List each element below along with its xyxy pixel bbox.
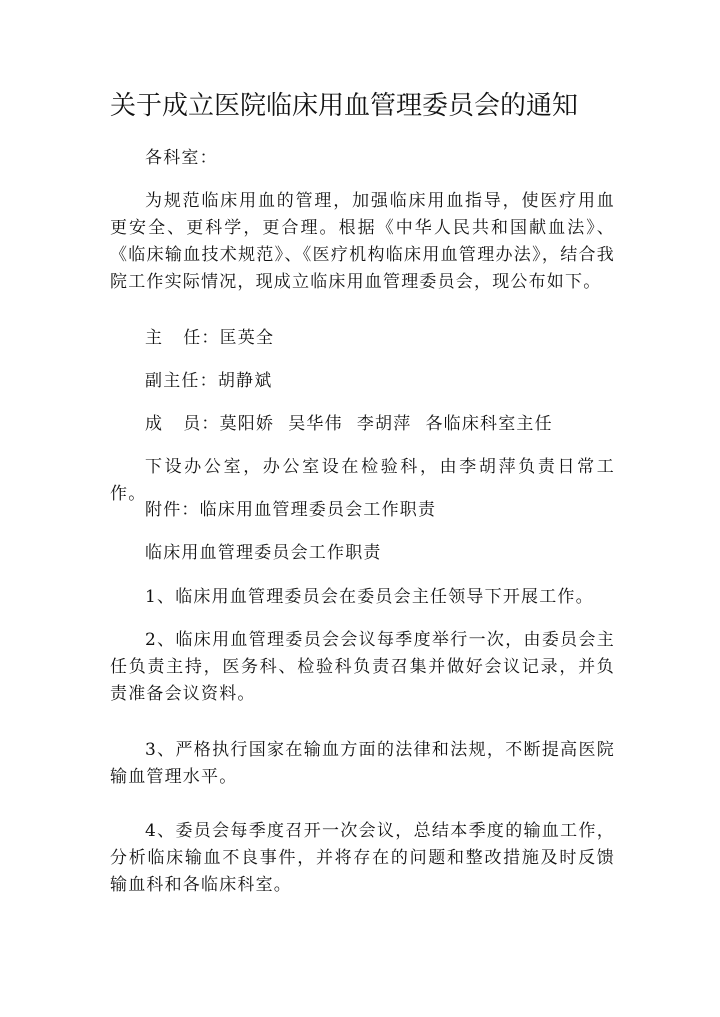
deputy-name: 胡静斌 (217, 371, 273, 391)
duties-title: 临床用血管理委员会工作职责 (145, 543, 382, 563)
duty-item-2: 2、临床用血管理委员会会议每季度举行一次，由委员会主任负责主持，医务科、检验科负责召集并做好会议记录，并负责准备会议资料。 (110, 630, 615, 704)
attachment-line: 附件：临床用血管理委员会工作职责 (145, 500, 437, 520)
members-label-b: 员： (183, 414, 220, 434)
member-name: 吴华伟 (288, 414, 343, 434)
duty-item-3: 3、严格执行国家在输血方面的法律和法规，不断提高医院输血管理水平。 (110, 740, 615, 787)
director-line (110, 325, 615, 352)
document-title: 关于成立医院临床用血管理委员会的通知 (110, 91, 579, 121)
director-label-a: 主 (145, 328, 164, 348)
duty-item-1: 1、临床用血管理委员会在委员会主任领导下开展工作。 (145, 587, 594, 607)
member-name: 各临床科室主任 (425, 414, 553, 434)
director-label-b: 任： (183, 328, 220, 348)
salutation: 各科室： (145, 148, 218, 168)
intro-paragraph: 为规范临床用血的管理，加强临床用血指导，使医疗用血更安全、更科学，更合理。根据《中华人民共和国献血法》、《临床输血技术规范》、《医疗机构临床用血管理办法》，结合我院工作实际情况，现成立临床用血管理委员会，现公布如下。 (110, 191, 615, 292)
members-label-a: 成 (145, 414, 164, 434)
member-name: 莫阳娇 (219, 414, 275, 434)
member-name: 李胡萍 (356, 414, 412, 434)
office-note: 下设办公室，办公室设在检验科，由李胡萍负责日常工作。 (110, 457, 615, 504)
deputy-label: 副主任： (145, 371, 218, 391)
members-line (110, 411, 615, 438)
duty-item-4: 4、委员会每季度召开一次会议，总结本季度的输血工作，分析临床输血不良事件，并将存在的问题和整改措施及时反馈输血科和各临床科室。 (110, 821, 615, 895)
deputy-line (110, 368, 615, 395)
director-name: 匡英全 (219, 328, 275, 348)
